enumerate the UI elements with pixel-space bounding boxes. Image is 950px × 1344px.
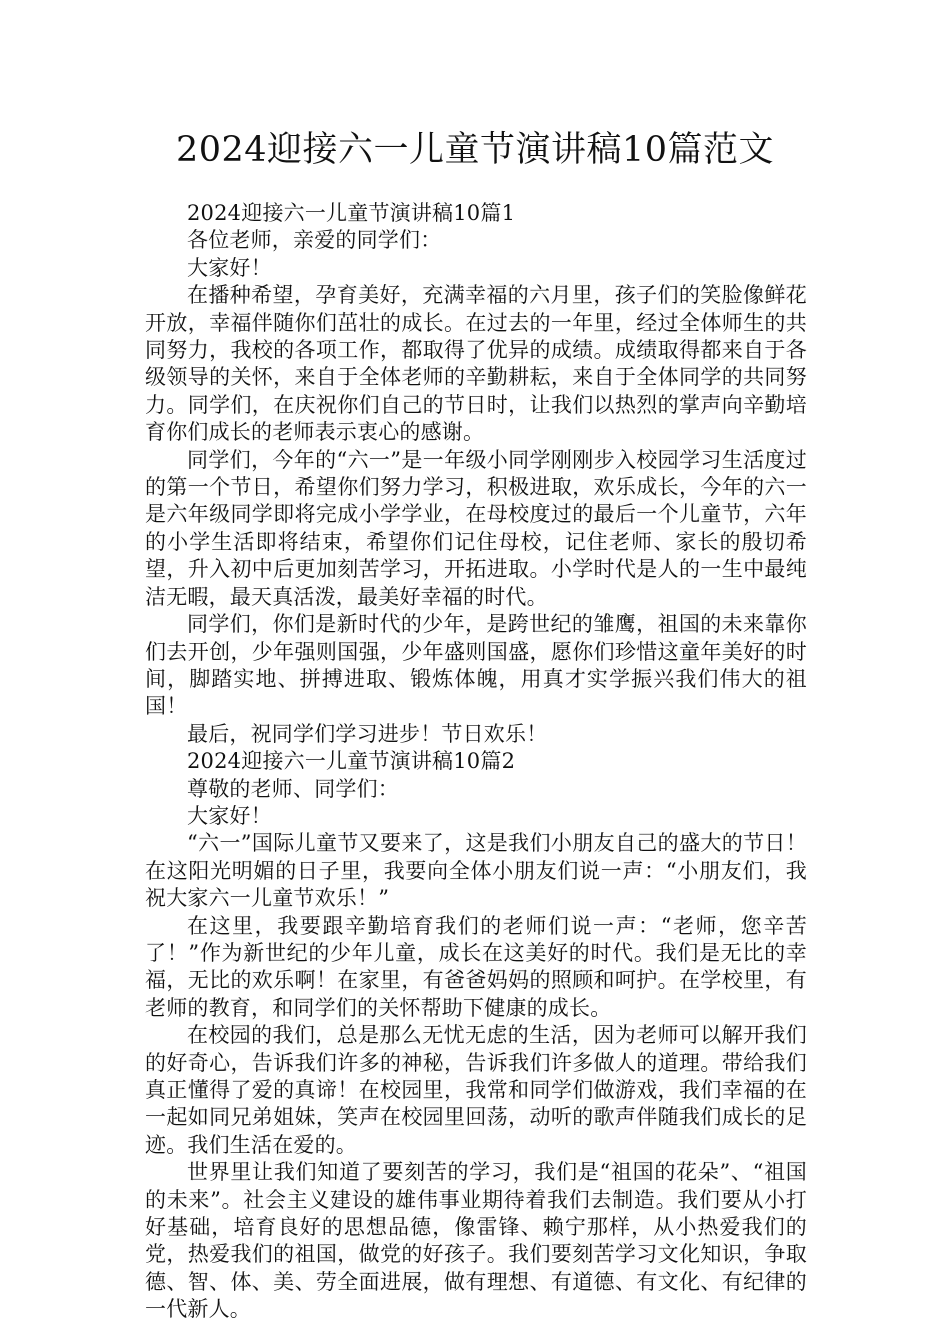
greeting: 大家好！ <box>187 803 272 828</box>
paragraph: “六一”国际儿童节又要来了，这是我们小朋友自己的盛大的节日！在这阳光明媚的日子里，我要向全体小朋友们说一声：“小朋友们，我祝大家六一儿童节欢乐！” <box>145 831 807 911</box>
salutation: 各位老师，亲爱的同学们： <box>187 228 442 253</box>
document-title: 2024迎接六一儿童节演讲稿10篇范文 <box>175 130 775 170</box>
section-heading: 2024迎接六一儿童节演讲稿10篇2 <box>187 749 516 774</box>
paragraph: 在校园的我们，总是那么无忧无虑的生活，因为老师可以解开我们的好奇心，告诉我们许多的神秘，告诉我们许多做人的道理。带给我们真正懂得了爱的真谛！在校园里，我常和同学们做游戏，我们幸福的在一起如同兄弟姐妹，笑声在校园里回荡，动听的歌声伴随我们成长的足迹。我们生活在爱的。 <box>145 1023 807 1157</box>
greeting: 大家好！ <box>187 255 272 280</box>
document-body <box>145 200 807 1324</box>
paragraph: 世界里让我们知道了要刻苦的学习，我们是“祖国的花朵”、“祖国的未来”。社会主义建设的雄伟事业期待着我们去制造。我们要从小打好基础，培育良好的思想品德，像雷锋、赖宁那样，从小热爱我们的党，热爱我们的祖国，做党的好孩子。我们要刻苦学习文化知识，争取德、智、体、美、劳全面进展，做有理想、有道德、有文化、有纪律的一代新人。 <box>145 1160 807 1322</box>
section-heading: 2024迎接六一儿童节演讲稿10篇1 <box>187 201 516 225</box>
paragraph: 最后，祝同学们学习进步！节日欢乐！ <box>187 721 548 746</box>
paragraph: 在这里，我要跟辛勤培育我们的老师们说一声：“老师，您辛苦了！”作为新世纪的少年儿童，成长在这美好的时代。我们是无比的幸福，无比的欢乐啊！在家里，有爸爸妈妈的照顾和呵护。在学校里，有老师的教育，和同学们的关怀帮助下健康的成长。 <box>145 913 807 1020</box>
paragraph: 同学们，今年的“六一”是一年级小同学刚刚步入校园学习生活度过的第一个节日，希望你们努力学习，积极进取，欢乐成长，今年的六一是六年级同学即将完成小学学业，在母校度过的最后一个儿童节，六年的小学生活即将结束，希望你们记住母校，记住老师、家长的殷切希望，升入初中后更加刻苦学习，开拓进取。小学时代是人的一生中最纯洁无暇，最天真活泼，最美好幸福的时代。 <box>145 447 807 609</box>
paragraph: 同学们，你们是新时代的少年，是跨世纪的雏鹰，祖国的未来靠你们去开创，少年强则国强，少年盛则国盛，愿你们珍惜这童年美好的时间，脚踏实地、拼搏进取、锻炼体魄，用真才实学振兴我们伟大的祖国！ <box>145 612 807 719</box>
salutation: 尊敬的老师、同学们： <box>187 776 399 801</box>
paragraph: 在播种希望，孕育美好，充满幸福的六月里，孩子们的笑脸像鲜花开放，幸福伴随你们茁壮的成长。在过去的一年里，经过全体师生的共同努力，我校的各项工作，都取得了优异的成绩。成绩取得都来自于各级领导的关怀，来自于全体老师的辛勤耕耘，来自于全体同学的共同努力。同学们，在庆祝你们自己的节日时，让我们以热烈的掌声向辛勤培育你们成长的老师表示衷心的感谢。 <box>145 283 807 445</box>
